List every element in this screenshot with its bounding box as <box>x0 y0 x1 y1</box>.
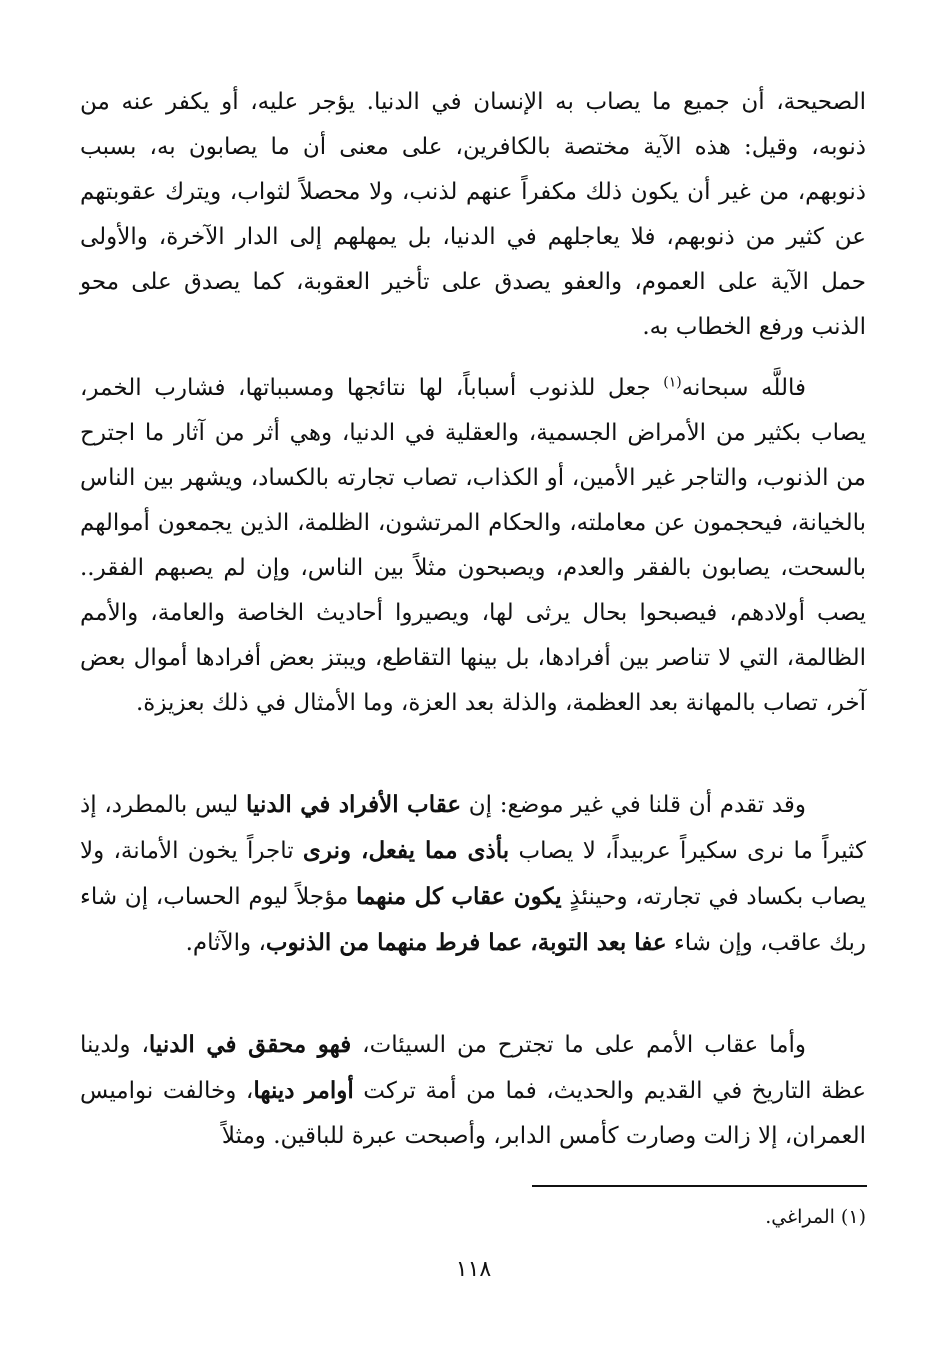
paragraph-2-start: فاللَّه سبحانه <box>681 375 806 401</box>
paragraph-4-bold-1: فهو محقق في الدنيا <box>148 1031 352 1058</box>
paragraph-4 <box>80 1022 866 1159</box>
footnote-text: (١) المراغي. <box>765 1206 866 1228</box>
paragraph-4-text-2: ، ولدينا عظة التاريخ في القديم والحديث، فما من أمة تركت <box>80 1032 866 1104</box>
paragraph-1: الصحيحة، أن جميع ما يصاب به الإنسان في الدنيا. يؤجر عليه، أو يكفر عنه من ذنوبه، وقيل: هذه الآية مختصة بالكافرين، على معنى أن ما يصابون به، بسبب ذنوبهم، من غير أن يكون ذلك مكفراً عنهم لذنب، ولا محصلاً لثواب، ويترك عقوبتهم عن كثير من ذنوبهم، فلا يعاجلهم في الدنيا، بل يمهلهم إلى الدار الآخرة، والأولى حمل الآية على العموم، والعفو يصدق على تأخير العقوبة، كما يصدق على محو الذنب ورفع الخطاب به. <box>80 89 866 340</box>
paragraph-3-bold-1: عقاب الأفراد في الدنيا <box>246 791 462 818</box>
paragraph-3 <box>80 782 866 966</box>
paragraph-3-bold-2: بأذى مما يفعل، ونرى <box>302 837 510 864</box>
paragraph-2-rest: جعل للذنوب أسباباً، لها نتائجها ومسبباتها، فشارب الخمر، يصاب بكثير من الأمراض الجسمية، والعقلية في الدنيا، وهي أثر من آثار ما اجترح من الذنوب، والتاجر غير الأمين، أو الكذاب، تصاب تجارته بالكساد، ويشهر بين الناس بالخيانة، فيحجمون عن معاملته، والحكام المرتشون، الظلمة، الذين يجمعون أموالهم بالسحت، يصابون بالفقر والعدم، ويصبحون مثلاً بين الناس، وإن لم يصبهم الفقر.. يصب أولادهم، فيصبحوا بحال يرثى لها، ويصيروا أحاديث الخاصة والعامة، والأمم الظالمة، التي لا تناصر بين أفرادها، بل بينها التقاطع، ويبتز بعض أفرادها أموال بعض آخر، تصاب بالمهانة بعد العظمة، والذلة بعد العزة، وما الأمثال في ذلك بعزيزة. <box>80 375 866 716</box>
paragraph-3-text-5: ، والآثام. <box>185 930 266 956</box>
paragraph-3-text-2: ليس بالمطرد، إذ كثيراً ما نرى سكيراً عربيداً، لا يصاب <box>80 792 866 864</box>
paragraph-3-bold-3: يكون عقاب كل منهما <box>356 883 562 910</box>
footnote-reference[interactable]: (١) <box>663 374 682 391</box>
paragraph-4-bold-2: أوامر دينها <box>253 1077 354 1104</box>
paragraph-3-text-4: مؤجلاً ليوم الحساب، إن شاء ربك عاقب، وإن شاء <box>80 884 866 956</box>
paragraph-3-text-1: وقد تقدم أن قلنا في غير موضع: إن <box>461 792 806 818</box>
paragraph-3-text-3: تاجراً يخون الأمانة، ولا يصاب بكساد في تجارته، وحينئذٍ <box>80 838 866 910</box>
paragraph-3-bold-4: عفا بعد التوبة، عما فرط منهما من الذنوب <box>265 929 667 956</box>
footnote-divider <box>532 1185 867 1187</box>
paragraph-4-text-3: ، وخالفت نواميس العمران، إلا زالت وصارت كأمس الدابر، وأصبحت عبرة للباقين. ومثلاً <box>80 1078 866 1149</box>
paragraph-4-text-1: وأما عقاب الأمم على ما تجترح من السيئات، <box>351 1032 806 1058</box>
paragraph-2 <box>80 366 866 726</box>
page-number: ١١٨ <box>455 1257 492 1282</box>
